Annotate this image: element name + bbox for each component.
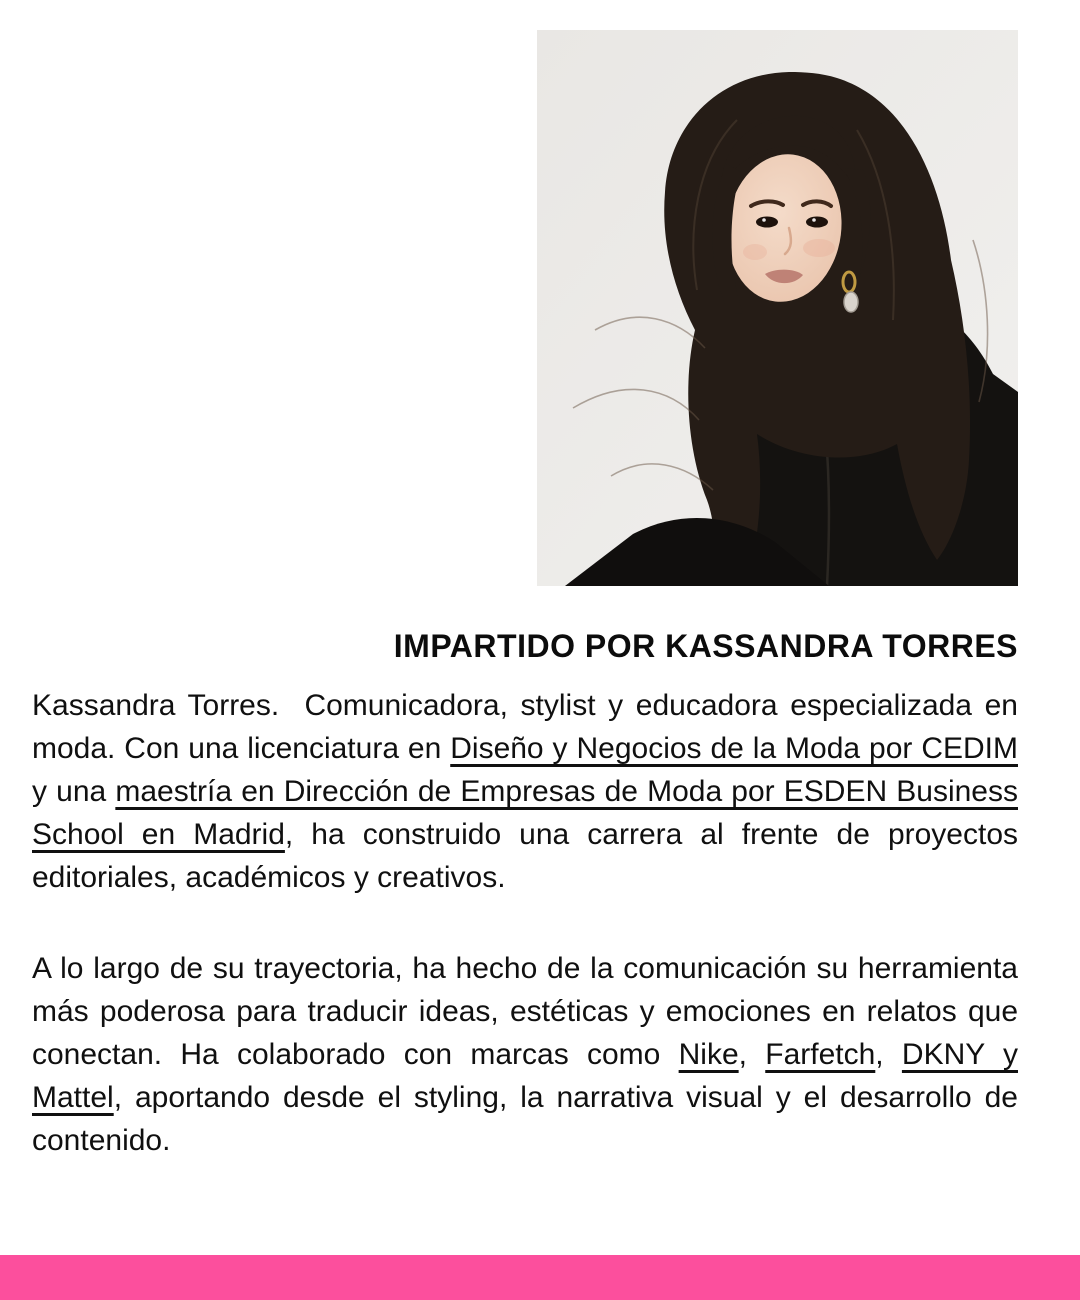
text-run: , [875, 1038, 902, 1071]
text-run: Kassandra Torres. Comunicadora, stylist y educadora especializada en moda. Con una licenciatura en [32, 689, 1018, 765]
text-run: , [738, 1038, 766, 1071]
text-run: , aportando desde el styling, la narrativa visual y el desarrollo de contenido. [32, 1081, 1018, 1157]
text-link[interactable]: DKNY y Mattel [32, 1038, 1018, 1114]
bio-paragraph-1 [32, 684, 1018, 899]
text-run: , ha construido una carrera al frente de proyectos editoriales, académicos y creativos. [32, 818, 1019, 894]
text-link[interactable]: Nike [678, 1038, 739, 1071]
blush [743, 244, 767, 260]
text-run: y una [32, 775, 116, 808]
portrait-photo [537, 30, 1018, 586]
portrait-image [537, 30, 1018, 586]
bio-paragraph-2 [32, 947, 1018, 1162]
section-heading: IMPARTIDO POR KASSANDRA TORRES [393, 628, 1018, 664]
text-link[interactable]: maestría en Dirección de Empresas de Moda por ESDEN Business School en Madrid [32, 775, 1018, 851]
text-link[interactable]: Farfetch [765, 1038, 876, 1071]
text-link[interactable]: Diseño y Negocios de la Moda por CEDIM [450, 732, 1018, 765]
footer-accent-bar [0, 1255, 1080, 1300]
text-run: A lo largo de su trayectoria, ha hecho de la comunicación su herramienta más poderosa para traducir ideas, estéticas y emociones en relatos que conectan. Ha colaborado con marcas como [32, 952, 1018, 1071]
blush [803, 239, 835, 257]
bio-text [32, 684, 1018, 1162]
